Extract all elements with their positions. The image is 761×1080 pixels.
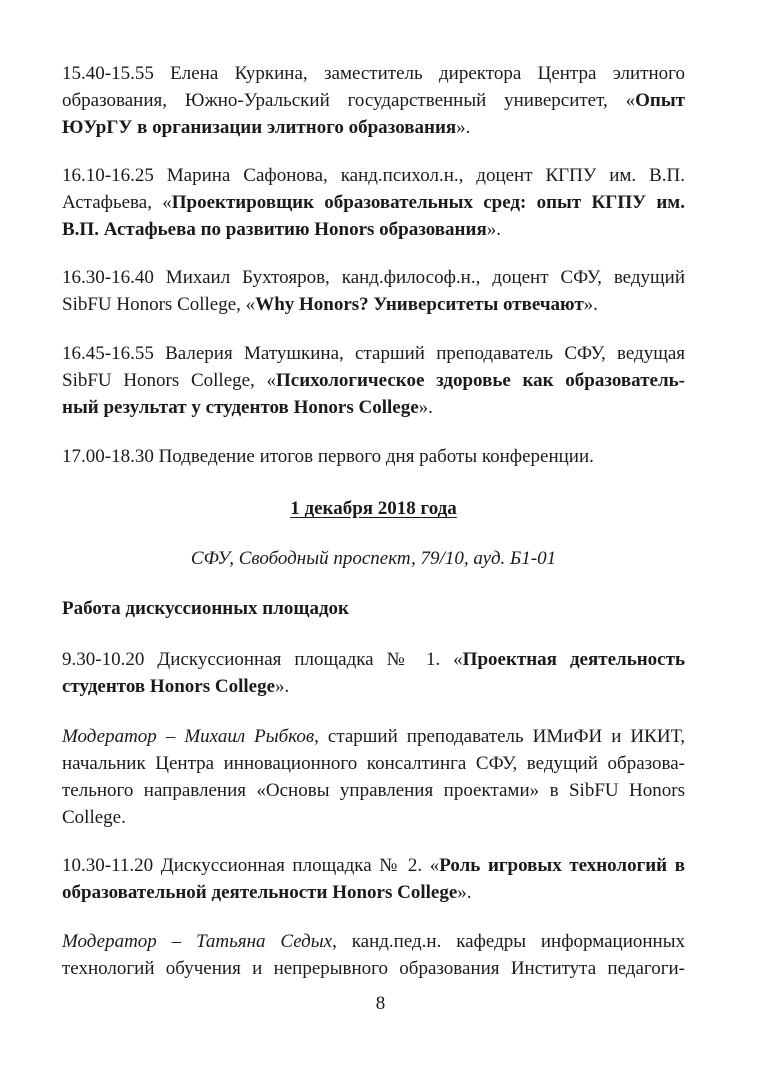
paragraph-bukhtoyarov-line-1: 16.30-16.40 Михаил Бухтояров, канд.философ.н., доцент СФУ, ведущий — [62, 267, 685, 288]
paragraph-kurkina-line-1: 15.40-15.55 Елена Куркина, заместитель директора Центра элитного — [62, 63, 685, 84]
paragraph-matushkina-line-2: SibFU Honors College, «Психологическое здоровье как образователь- — [62, 370, 685, 391]
paragraph-kurkina-line-2: образования, Южно-Уральский государственный университет, «Опыт — [62, 90, 685, 111]
paragraph-moderator-sedykh-line-2: технологий обучения и непрерывного образования Института педагоги- — [62, 958, 685, 979]
paragraph-moderator-rybkov-line-3: тельного направления «Основы управления проектами» в SibFU Honors — [62, 780, 685, 801]
paragraph-summary: 17.00-18.30 Подведение итогов первого дня работы конференции. — [62, 446, 594, 467]
paragraph-platform-1-line-1: 9.30-10.20 Дискуссионная площадка № 1. «Проектная деятельность — [62, 649, 685, 670]
paragraph-platform-2-line-1: 10.30-11.20 Дискуссионная площадка № 2. «Роль игровых технологий в — [62, 855, 685, 876]
paragraph-safonova-line-3: В.П. Астафьева по развитию Honors образования». — [62, 219, 501, 240]
paragraph-platform-1-line-2: студентов Honors College». — [62, 676, 290, 697]
paragraph-moderator-rybkov-line-1: Модератор – Михаил Рыбков, старший преподаватель ИМиФИ и ИКИТ, — [62, 726, 685, 747]
page-number: 8 — [375, 993, 386, 1014]
paragraph-bukhtoyarov-line-2: SibFU Honors College, «Why Honors? Университеты отвечают». — [62, 294, 598, 315]
paragraph-safonova-line-2: Астафьева, «Проектировщик образовательных сред: опыт КГПУ им. — [62, 192, 685, 213]
paragraph-kurkina-line-3: ЮУрГУ в организации элитного образования». — [62, 117, 471, 138]
paragraph-platform-2-line-2: образовательной деятельности Honors College». — [62, 882, 472, 903]
date-heading: 1 декабря 2018 года — [290, 498, 457, 519]
venue-line: СФУ, Свободный проспект, 79/10, ауд. Б1-01 — [190, 548, 557, 569]
paragraph-matushkina-line-3: ный результат у студентов Honors College». — [62, 397, 433, 418]
paragraph-moderator-rybkov-line-4: College. — [62, 807, 126, 828]
paragraph-safonova-line-1: 16.10-16.25 Марина Сафонова, канд.психол.н., доцент КГПУ им. В.П. — [62, 165, 685, 186]
section-heading: Работа дискуссионных площадок — [62, 598, 350, 619]
paragraph-moderator-rybkov-line-2: начальник Центра инновационного консалтинга СФУ, ведущий образова- — [62, 753, 685, 774]
paragraph-moderator-sedykh-line-1: Модератор – Татьяна Седых, канд.пед.н. кафедры информационных — [62, 931, 685, 952]
paragraph-matushkina-line-1: 16.45-16.55 Валерия Матушкина, старший преподаватель СФУ, ведущая — [62, 343, 685, 364]
